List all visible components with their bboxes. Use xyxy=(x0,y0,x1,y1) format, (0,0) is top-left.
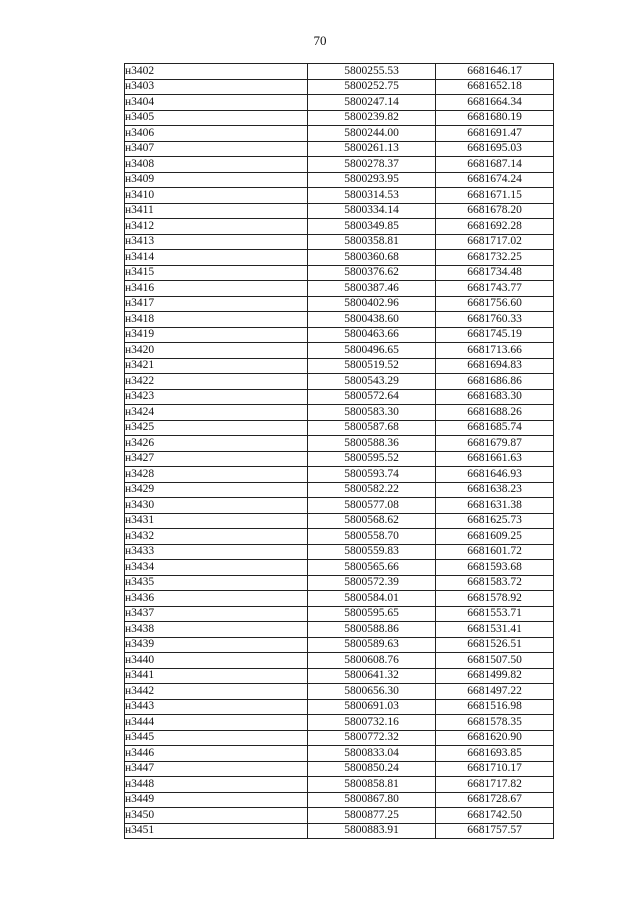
x-coordinate-cell: 5800867.80 xyxy=(308,792,436,808)
point-id-cell: н3440 xyxy=(125,653,308,669)
y-coordinate-cell: 6681499.82 xyxy=(436,668,554,684)
table-row xyxy=(125,792,554,808)
point-id-cell: н3449 xyxy=(125,792,308,808)
table-row xyxy=(125,420,554,436)
y-coordinate-cell: 6681516.98 xyxy=(436,699,554,715)
y-coordinate-cell: 6681578.35 xyxy=(436,715,554,731)
point-id-cell: н3420 xyxy=(125,343,308,359)
x-coordinate-cell: 5800519.52 xyxy=(308,358,436,374)
table-row xyxy=(125,141,554,157)
y-coordinate-cell: 6681661.63 xyxy=(436,451,554,467)
table-row xyxy=(125,436,554,452)
table-row xyxy=(125,110,554,126)
y-coordinate-cell: 6681646.17 xyxy=(436,64,554,80)
point-id-cell: н3424 xyxy=(125,405,308,421)
table-row xyxy=(125,808,554,824)
table-row xyxy=(125,730,554,746)
point-id-cell: н3436 xyxy=(125,591,308,607)
y-coordinate-cell: 6681742.50 xyxy=(436,808,554,824)
point-id-cell: н3409 xyxy=(125,172,308,188)
coordinates-table xyxy=(124,63,554,839)
table-row xyxy=(125,668,554,684)
y-coordinate-cell: 6681743.77 xyxy=(436,281,554,297)
y-coordinate-cell: 6681732.25 xyxy=(436,250,554,266)
table-row xyxy=(125,188,554,204)
x-coordinate-cell: 5800252.75 xyxy=(308,79,436,95)
x-coordinate-cell: 5800349.85 xyxy=(308,219,436,235)
table-row xyxy=(125,374,554,390)
table-row xyxy=(125,467,554,483)
y-coordinate-cell: 6681553.71 xyxy=(436,606,554,622)
x-coordinate-cell: 5800572.39 xyxy=(308,575,436,591)
table-row xyxy=(125,715,554,731)
y-coordinate-cell: 6681497.22 xyxy=(436,684,554,700)
point-id-cell: н3419 xyxy=(125,327,308,343)
x-coordinate-cell: 5800641.32 xyxy=(308,668,436,684)
table-row xyxy=(125,312,554,328)
y-coordinate-cell: 6681686.86 xyxy=(436,374,554,390)
point-id-cell: н3415 xyxy=(125,265,308,281)
point-id-cell: н3426 xyxy=(125,436,308,452)
table-row xyxy=(125,64,554,80)
x-coordinate-cell: 5800577.08 xyxy=(308,498,436,514)
point-id-cell: н3405 xyxy=(125,110,308,126)
x-coordinate-cell: 5800496.65 xyxy=(308,343,436,359)
point-id-cell: н3402 xyxy=(125,64,308,80)
table-row xyxy=(125,157,554,173)
x-coordinate-cell: 5800358.81 xyxy=(308,234,436,250)
point-id-cell: н3410 xyxy=(125,188,308,204)
point-id-cell: н3430 xyxy=(125,498,308,514)
point-id-cell: н3418 xyxy=(125,312,308,328)
table-row xyxy=(125,95,554,111)
y-coordinate-cell: 6681625.73 xyxy=(436,513,554,529)
x-coordinate-cell: 5800543.29 xyxy=(308,374,436,390)
x-coordinate-cell: 5800278.37 xyxy=(308,157,436,173)
point-id-cell: н3408 xyxy=(125,157,308,173)
table-row xyxy=(125,250,554,266)
point-id-cell: н3445 xyxy=(125,730,308,746)
x-coordinate-cell: 5800334.14 xyxy=(308,203,436,219)
x-coordinate-cell: 5800402.96 xyxy=(308,296,436,312)
point-id-cell: н3404 xyxy=(125,95,308,111)
x-coordinate-cell: 5800858.81 xyxy=(308,777,436,793)
point-id-cell: н3406 xyxy=(125,126,308,142)
point-id-cell: н3417 xyxy=(125,296,308,312)
x-coordinate-cell: 5800376.62 xyxy=(308,265,436,281)
point-id-cell: н3429 xyxy=(125,482,308,498)
point-id-cell: н3439 xyxy=(125,637,308,653)
x-coordinate-cell: 5800588.86 xyxy=(308,622,436,638)
x-coordinate-cell: 5800582.22 xyxy=(308,482,436,498)
point-id-cell: н3423 xyxy=(125,389,308,405)
table-row xyxy=(125,265,554,281)
table-row xyxy=(125,343,554,359)
y-coordinate-cell: 6681646.93 xyxy=(436,467,554,483)
x-coordinate-cell: 5800247.14 xyxy=(308,95,436,111)
point-id-cell: н3422 xyxy=(125,374,308,390)
y-coordinate-cell: 6681745.19 xyxy=(436,327,554,343)
point-id-cell: н3451 xyxy=(125,823,308,839)
y-coordinate-cell: 6681710.17 xyxy=(436,761,554,777)
table-row xyxy=(125,498,554,514)
table-row xyxy=(125,606,554,622)
y-coordinate-cell: 6681593.68 xyxy=(436,560,554,576)
y-coordinate-cell: 6681507.50 xyxy=(436,653,554,669)
x-coordinate-cell: 5800593.74 xyxy=(308,467,436,483)
table-row xyxy=(125,637,554,653)
point-id-cell: н3432 xyxy=(125,529,308,545)
point-id-cell: н3433 xyxy=(125,544,308,560)
x-coordinate-cell: 5800587.68 xyxy=(308,420,436,436)
table-row xyxy=(125,529,554,545)
table-row xyxy=(125,513,554,529)
table-row xyxy=(125,405,554,421)
point-id-cell: н3411 xyxy=(125,203,308,219)
x-coordinate-cell: 5800558.70 xyxy=(308,529,436,545)
y-coordinate-cell: 6681526.51 xyxy=(436,637,554,653)
table-row xyxy=(125,79,554,95)
y-coordinate-cell: 6681638.23 xyxy=(436,482,554,498)
y-coordinate-cell: 6681692.28 xyxy=(436,219,554,235)
point-id-cell: н3443 xyxy=(125,699,308,715)
point-id-cell: н3428 xyxy=(125,467,308,483)
table-row xyxy=(125,746,554,762)
table-row xyxy=(125,653,554,669)
x-coordinate-cell: 5800360.68 xyxy=(308,250,436,266)
point-id-cell: н3412 xyxy=(125,219,308,235)
y-coordinate-cell: 6681601.72 xyxy=(436,544,554,560)
y-coordinate-cell: 6681693.85 xyxy=(436,746,554,762)
point-id-cell: н3407 xyxy=(125,141,308,157)
x-coordinate-cell: 5800877.25 xyxy=(308,808,436,824)
table-row xyxy=(125,684,554,700)
x-coordinate-cell: 5800239.82 xyxy=(308,110,436,126)
y-coordinate-cell: 6681620.90 xyxy=(436,730,554,746)
table-row xyxy=(125,172,554,188)
table-row xyxy=(125,761,554,777)
x-coordinate-cell: 5800691.03 xyxy=(308,699,436,715)
x-coordinate-cell: 5800732.16 xyxy=(308,715,436,731)
point-id-cell: н3437 xyxy=(125,606,308,622)
table-row xyxy=(125,126,554,142)
point-id-cell: н3416 xyxy=(125,281,308,297)
y-coordinate-cell: 6681578.92 xyxy=(436,591,554,607)
y-coordinate-cell: 6681583.72 xyxy=(436,575,554,591)
y-coordinate-cell: 6681680.19 xyxy=(436,110,554,126)
x-coordinate-cell: 5800588.36 xyxy=(308,436,436,452)
y-coordinate-cell: 6681756.60 xyxy=(436,296,554,312)
x-coordinate-cell: 5800589.63 xyxy=(308,637,436,653)
table-row xyxy=(125,482,554,498)
x-coordinate-cell: 5800608.76 xyxy=(308,653,436,669)
y-coordinate-cell: 6681674.24 xyxy=(436,172,554,188)
x-coordinate-cell: 5800565.66 xyxy=(308,560,436,576)
point-id-cell: н3435 xyxy=(125,575,308,591)
x-coordinate-cell: 5800584.01 xyxy=(308,591,436,607)
table-row xyxy=(125,203,554,219)
point-id-cell: н3427 xyxy=(125,451,308,467)
x-coordinate-cell: 5800595.52 xyxy=(308,451,436,467)
y-coordinate-cell: 6681685.74 xyxy=(436,420,554,436)
x-coordinate-cell: 5800387.46 xyxy=(308,281,436,297)
y-coordinate-cell: 6681531.41 xyxy=(436,622,554,638)
x-coordinate-cell: 5800261.13 xyxy=(308,141,436,157)
x-coordinate-cell: 5800772.32 xyxy=(308,730,436,746)
x-coordinate-cell: 5800656.30 xyxy=(308,684,436,700)
y-coordinate-cell: 6681728.67 xyxy=(436,792,554,808)
y-coordinate-cell: 6681652.18 xyxy=(436,79,554,95)
point-id-cell: н3413 xyxy=(125,234,308,250)
table-row xyxy=(125,219,554,235)
x-coordinate-cell: 5800293.95 xyxy=(308,172,436,188)
y-coordinate-cell: 6681713.66 xyxy=(436,343,554,359)
y-coordinate-cell: 6681609.25 xyxy=(436,529,554,545)
x-coordinate-cell: 5800883.91 xyxy=(308,823,436,839)
table-row xyxy=(125,699,554,715)
x-coordinate-cell: 5800438.60 xyxy=(308,312,436,328)
page-number: 70 xyxy=(313,33,327,48)
table-row xyxy=(125,544,554,560)
x-coordinate-cell: 5800244.00 xyxy=(308,126,436,142)
x-coordinate-cell: 5800833.04 xyxy=(308,746,436,762)
table-row xyxy=(125,591,554,607)
table-row xyxy=(125,327,554,343)
y-coordinate-cell: 6681688.26 xyxy=(436,405,554,421)
y-coordinate-cell: 6681671.15 xyxy=(436,188,554,204)
x-coordinate-cell: 5800463.66 xyxy=(308,327,436,343)
point-id-cell: н3431 xyxy=(125,513,308,529)
y-coordinate-cell: 6681694.83 xyxy=(436,358,554,374)
y-coordinate-cell: 6681683.30 xyxy=(436,389,554,405)
point-id-cell: н3425 xyxy=(125,420,308,436)
table-row xyxy=(125,389,554,405)
y-coordinate-cell: 6681760.33 xyxy=(436,312,554,328)
table-row xyxy=(125,622,554,638)
x-coordinate-cell: 5800850.24 xyxy=(308,761,436,777)
x-coordinate-cell: 5800583.30 xyxy=(308,405,436,421)
table-row xyxy=(125,281,554,297)
table-row xyxy=(125,234,554,250)
y-coordinate-cell: 6681757.57 xyxy=(436,823,554,839)
table-row xyxy=(125,777,554,793)
x-coordinate-cell: 5800595.65 xyxy=(308,606,436,622)
point-id-cell: н3447 xyxy=(125,761,308,777)
y-coordinate-cell: 6681678.20 xyxy=(436,203,554,219)
point-id-cell: н3438 xyxy=(125,622,308,638)
point-id-cell: н3434 xyxy=(125,560,308,576)
table-row xyxy=(125,296,554,312)
y-coordinate-cell: 6681631.38 xyxy=(436,498,554,514)
y-coordinate-cell: 6681687.14 xyxy=(436,157,554,173)
table-row xyxy=(125,823,554,839)
point-id-cell: н3446 xyxy=(125,746,308,762)
point-id-cell: н3450 xyxy=(125,808,308,824)
y-coordinate-cell: 6681734.48 xyxy=(436,265,554,281)
x-coordinate-cell: 5800568.62 xyxy=(308,513,436,529)
x-coordinate-cell: 5800314.53 xyxy=(308,188,436,204)
point-id-cell: н3441 xyxy=(125,668,308,684)
point-id-cell: н3403 xyxy=(125,79,308,95)
table-row xyxy=(125,451,554,467)
x-coordinate-cell: 5800572.64 xyxy=(308,389,436,405)
y-coordinate-cell: 6681717.82 xyxy=(436,777,554,793)
x-coordinate-cell: 5800255.53 xyxy=(308,64,436,80)
point-id-cell: н3444 xyxy=(125,715,308,731)
table-row xyxy=(125,575,554,591)
point-id-cell: н3442 xyxy=(125,684,308,700)
point-id-cell: н3448 xyxy=(125,777,308,793)
point-id-cell: н3421 xyxy=(125,358,308,374)
table-row xyxy=(125,358,554,374)
coordinates-table-body xyxy=(125,64,554,839)
point-id-cell: н3414 xyxy=(125,250,308,266)
y-coordinate-cell: 6681664.34 xyxy=(436,95,554,111)
y-coordinate-cell: 6681695.03 xyxy=(436,141,554,157)
x-coordinate-cell: 5800559.83 xyxy=(308,544,436,560)
y-coordinate-cell: 6681679.87 xyxy=(436,436,554,452)
y-coordinate-cell: 6681691.47 xyxy=(436,126,554,142)
y-coordinate-cell: 6681717.02 xyxy=(436,234,554,250)
table-row xyxy=(125,560,554,576)
